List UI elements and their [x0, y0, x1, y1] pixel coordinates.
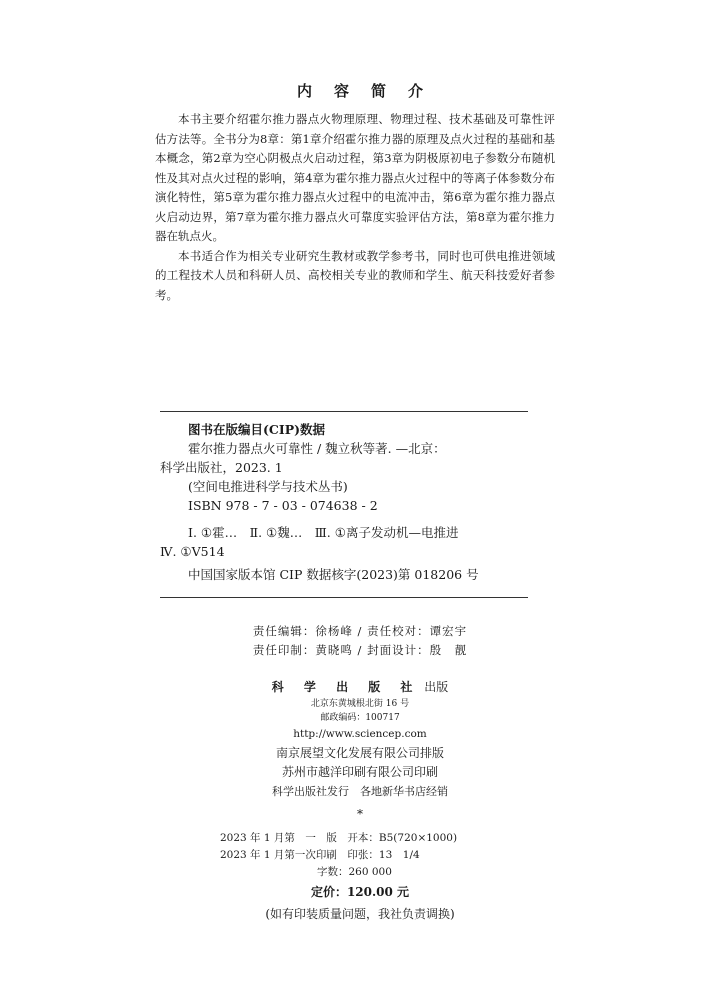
printing-line: 2023 年 1 月第一次印刷 印张：13 1/4	[220, 849, 420, 861]
publisher-block	[0, 678, 720, 824]
credits-editor-line: 责任编辑：徐杨峰 / 责任校对：谭宏宇	[252, 624, 468, 638]
publisher-website: http://www.sciencep.com	[293, 728, 427, 740]
printer-line: 苏州市越洋印刷有限公司印刷	[281, 765, 438, 779]
cip-classification-cont: Ⅳ. ①V514	[160, 544, 225, 559]
price: 定价：120.00 元	[310, 885, 410, 899]
publisher-suffix: 出版	[424, 680, 449, 694]
publisher-postcode: 邮政编码：100717	[320, 713, 400, 723]
cip-bottom-rule	[160, 597, 528, 598]
page-title: 内容简介	[296, 82, 445, 100]
word-count: 字数：260 000	[317, 866, 392, 878]
cip-block	[160, 420, 530, 584]
cip-series-line: (空间电推进科学与技术丛书)	[188, 479, 348, 494]
cip-registry: 中国国家版本馆 CIP 数据核字(2023)第 018206 号	[188, 567, 479, 582]
cip-heading: 图书在版编目(CIP)数据	[188, 422, 326, 437]
publisher-name: 科 学 出 版 社	[271, 680, 421, 694]
quality-note: (如有印装质量问题，我社负责调换)	[265, 907, 455, 921]
edition-line: 2023 年 1 月第 一 版 开本：B5(720×1000)	[220, 832, 458, 844]
credits-block	[0, 622, 720, 660]
summary-paragraph: 本书适合作为相关专业研究生教材或教学参考书，同时也可供电推进领域的工程技术人员和科研人员、高校相关专业的教师和学生、航天科技爱好者参考。	[155, 248, 555, 302]
cip-isbn: ISBN 978 - 7 - 03 - 074638 - 2	[188, 498, 378, 513]
separator-star: *	[357, 807, 363, 821]
credits-print-line: 责任印制：黄晓鸣 / 封面设计：殷 靓	[252, 643, 468, 657]
summary-paragraph: 本书主要介绍霍尔推力器点火物理原理、物理过程、技术基础及可靠性评估方法等。全书分为8章：第1章介绍霍尔推力器的原理及点火过程的基础和基本概念，第2章为空心阴极点火启动过程，第3章为阴极原初电子参数分布随机性及其对点火过程的影响，第4章为霍尔推力器点火过程中的等离子体参数分布演化特性，第5章为霍尔推力器点火过程中的电流冲击，第6章为霍尔推力器点火启动边界，第7章为霍尔推力器点火可靠度实验评估方法，第8章为霍尔推力器在轨点火。	[155, 112, 555, 243]
cip-title-line: 霍尔推力器点火可靠性 / 魏立秋等著. —北京：	[188, 441, 446, 456]
cip-publisher-line: 科学出版社，2023. 1	[160, 460, 283, 475]
cip-classification: Ⅰ. ①霍… Ⅱ. ①魏… Ⅲ. ①离子发动机—电推进	[188, 525, 459, 540]
distribution-line: 科学出版社发行 各地新华书店经销	[272, 785, 448, 798]
summary-text	[155, 110, 555, 305]
typesetter-line: 南京展望文化发展有限公司排版	[275, 746, 444, 760]
cip-top-rule	[160, 411, 528, 412]
edition-specs	[220, 830, 500, 881]
publisher-address: 北京东黄城根北街 16 号	[310, 699, 410, 709]
